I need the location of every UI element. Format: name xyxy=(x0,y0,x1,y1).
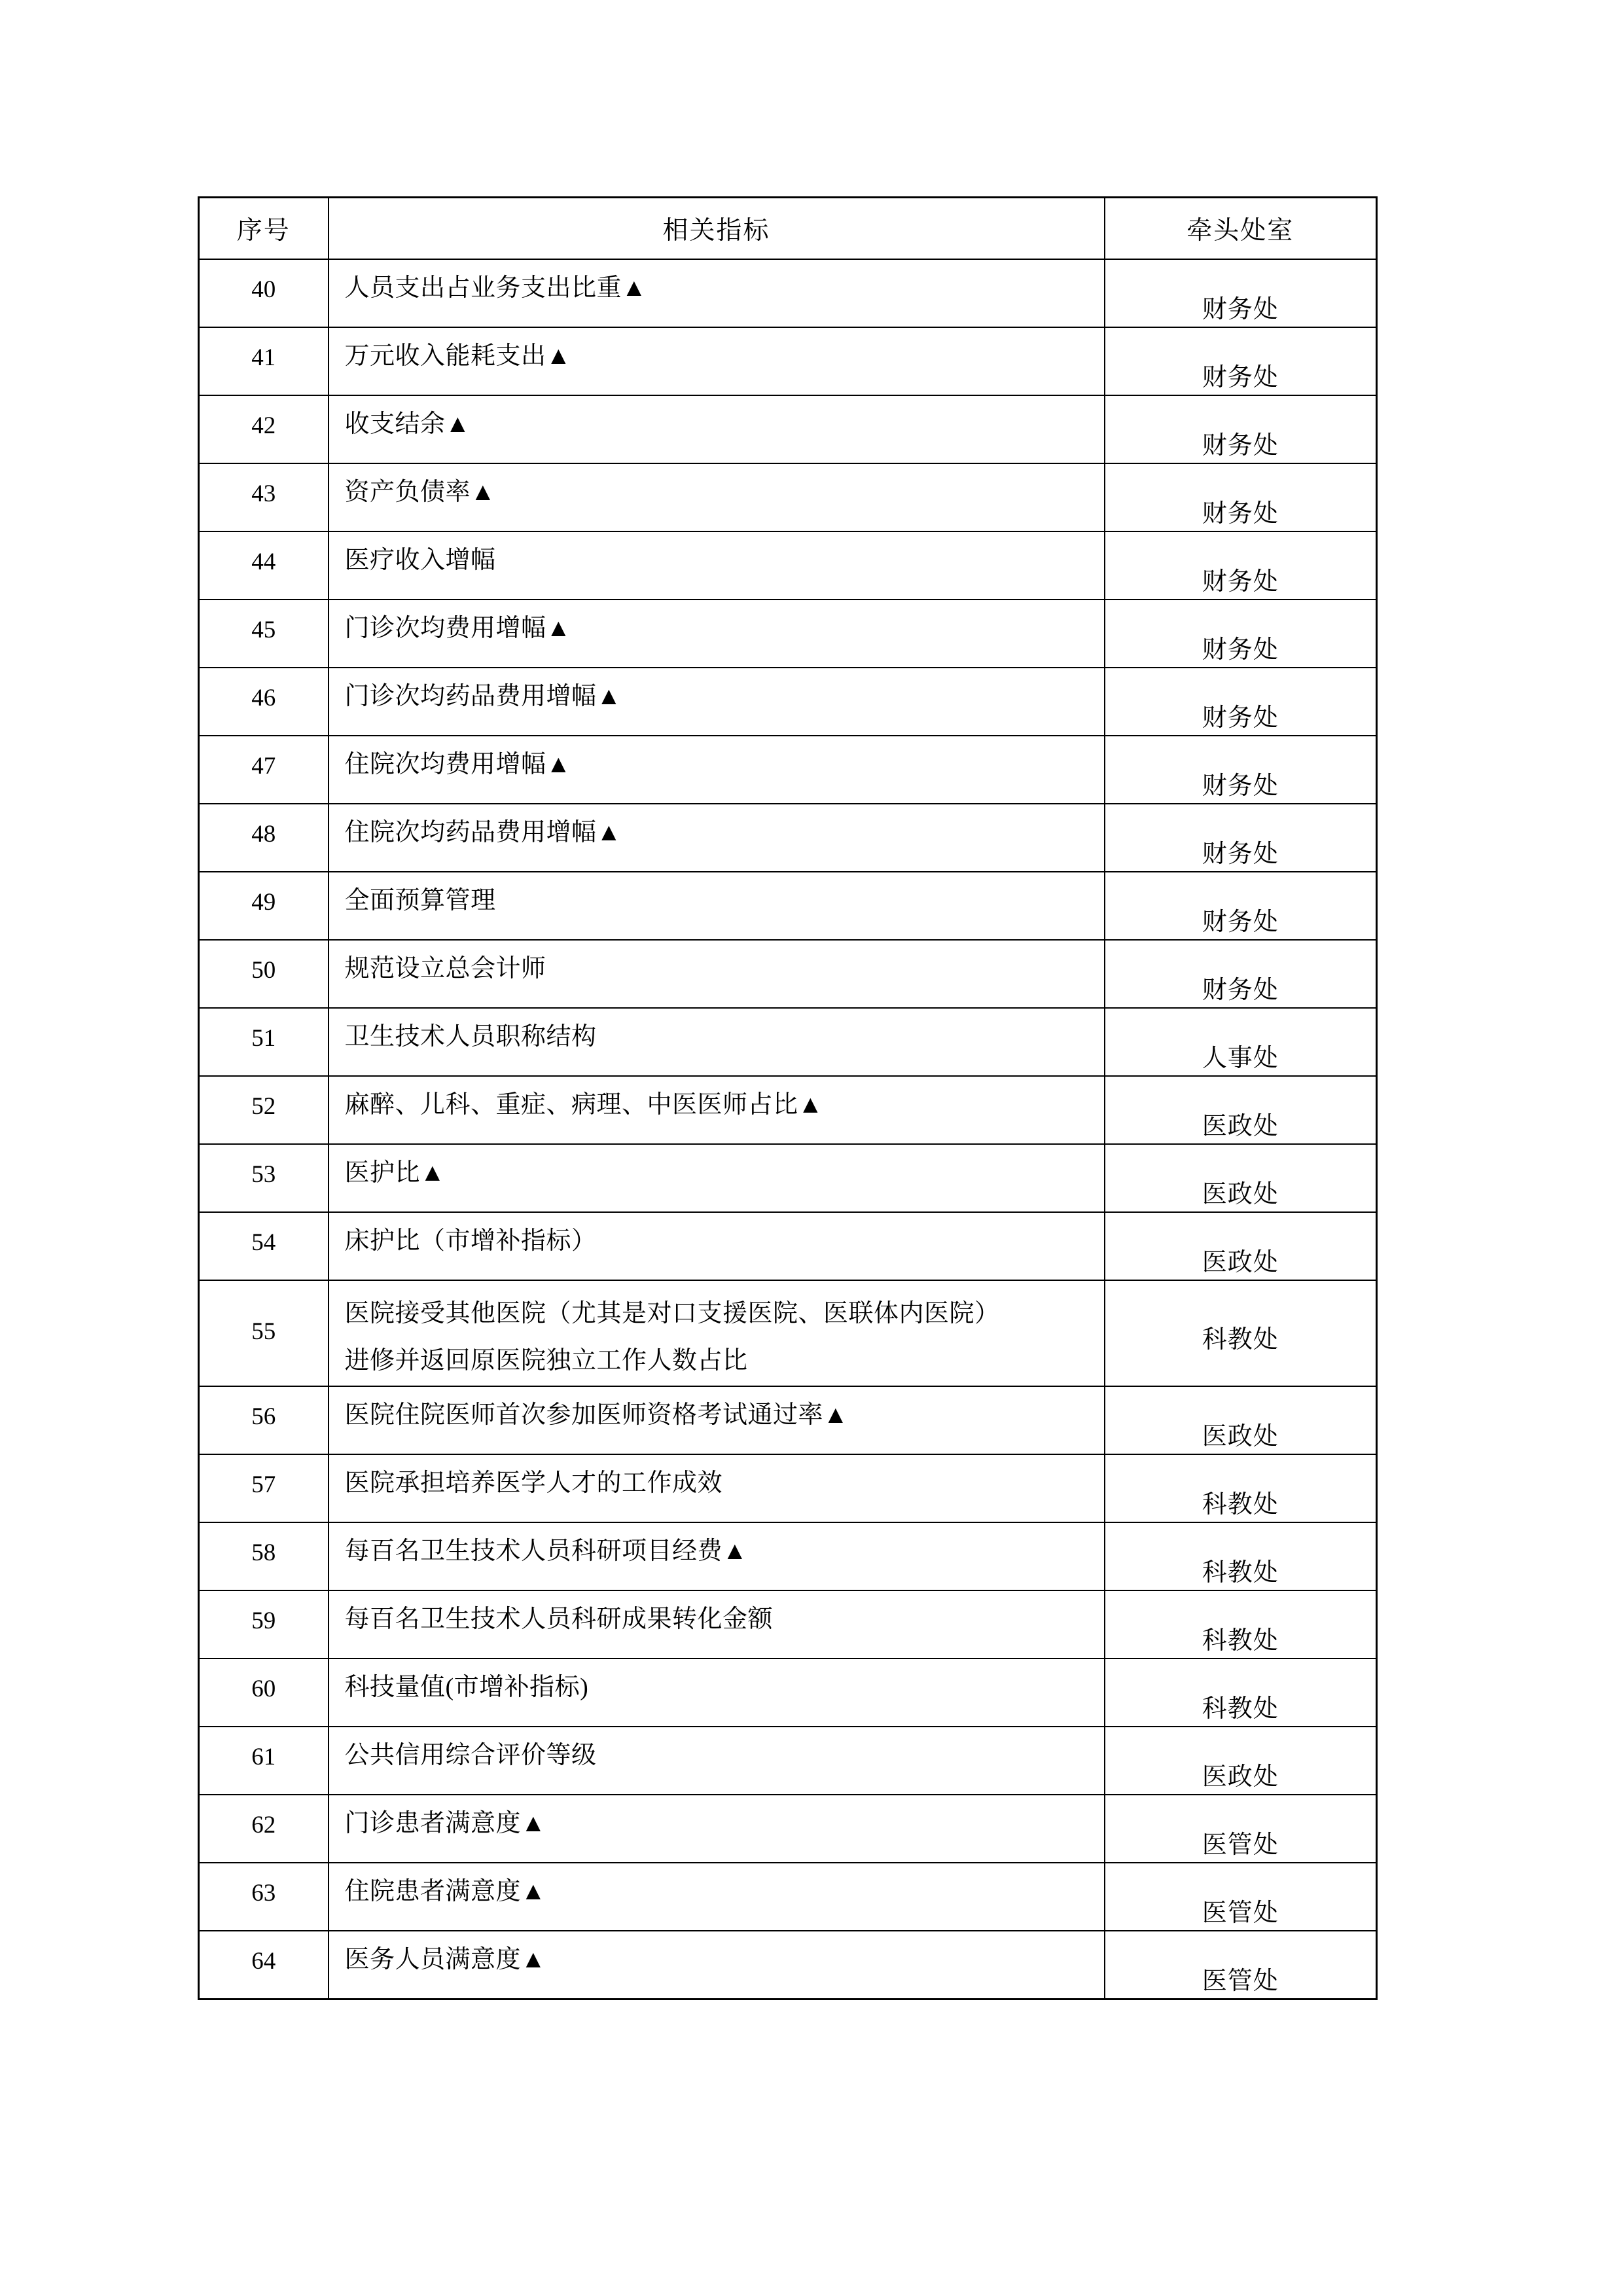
row-dept-value: 人事处 xyxy=(1202,1045,1279,1072)
row-dept-cell xyxy=(1105,1522,1377,1590)
table-row xyxy=(199,463,1377,531)
row-dept-value: 医管处 xyxy=(1202,1899,1279,1927)
table-row xyxy=(199,1076,1377,1144)
row-indicator-value: 门诊次均药品费用增幅▲ xyxy=(344,683,622,710)
table-body xyxy=(199,259,1377,2000)
row-indicator-value: 规范设立总会计师 xyxy=(344,955,546,982)
row-indicator-cell xyxy=(329,872,1105,940)
row-dept-value: 科教处 xyxy=(1202,1491,1279,1518)
row-indicator-cell xyxy=(329,736,1105,804)
row-indicator-cell xyxy=(329,1659,1105,1727)
row-dept-value: 财务处 xyxy=(1202,296,1279,323)
row-dept-cell xyxy=(1105,1659,1377,1727)
row-seq-value: 59 xyxy=(251,1607,276,1634)
row-dept-value: 医政处 xyxy=(1202,1113,1279,1140)
row-dept-value: 财务处 xyxy=(1202,908,1279,936)
row-dept-value: 财务处 xyxy=(1202,500,1279,528)
table-row xyxy=(199,1386,1377,1454)
row-seq-cell xyxy=(199,1144,329,1212)
table-row xyxy=(199,940,1377,1008)
row-dept-cell xyxy=(1105,804,1377,872)
row-dept-value: 财务处 xyxy=(1202,840,1279,868)
row-seq-cell xyxy=(199,259,329,327)
row-seq-cell xyxy=(199,600,329,668)
row-seq-cell xyxy=(199,1795,329,1863)
row-seq-cell xyxy=(199,463,329,531)
row-dept-cell xyxy=(1105,1727,1377,1795)
row-dept-cell xyxy=(1105,1863,1377,1931)
row-indicator-cell xyxy=(329,804,1105,872)
row-indicator-value: 床护比（市增补指标） xyxy=(344,1227,597,1255)
table-row xyxy=(199,736,1377,804)
row-indicator-cell xyxy=(329,1280,1105,1386)
row-seq-value: 56 xyxy=(251,1403,276,1430)
row-seq-value: 41 xyxy=(251,344,276,371)
indicator-table-wrapper xyxy=(198,196,1376,2000)
row-indicator-cell xyxy=(329,600,1105,668)
row-seq-cell xyxy=(199,1454,329,1522)
row-seq-cell xyxy=(199,1863,329,1931)
row-dept-value: 医管处 xyxy=(1202,1967,1279,1995)
column-header-indicator xyxy=(329,198,1105,260)
row-dept-value: 科教处 xyxy=(1202,1627,1279,1655)
row-seq-cell xyxy=(199,1008,329,1076)
row-dept-value: 科教处 xyxy=(1202,1559,1279,1587)
table-row xyxy=(199,1590,1377,1659)
row-seq-cell xyxy=(199,531,329,600)
table-row xyxy=(199,668,1377,736)
row-indicator-cell xyxy=(329,1212,1105,1280)
row-dept-cell xyxy=(1105,1795,1377,1863)
row-indicator-value: 资产负债率▲ xyxy=(344,478,496,506)
row-indicator-value: 医院住院医师首次参加医师资格考试通过率▲ xyxy=(344,1401,849,1429)
row-indicator-value: 万元收入能耗支出▲ xyxy=(344,342,571,370)
table-row xyxy=(199,1144,1377,1212)
table-row xyxy=(199,1863,1377,1931)
column-header-seq-label: 序号 xyxy=(236,217,291,245)
row-seq-cell xyxy=(199,1659,329,1727)
row-dept-cell xyxy=(1105,1454,1377,1522)
row-dept-cell xyxy=(1105,1590,1377,1659)
row-dept-value: 医政处 xyxy=(1202,1763,1279,1791)
table-row xyxy=(199,1280,1377,1386)
row-dept-cell xyxy=(1105,1386,1377,1454)
row-dept-cell xyxy=(1105,668,1377,736)
row-dept-value: 财务处 xyxy=(1202,568,1279,596)
row-dept-cell xyxy=(1105,259,1377,327)
row-indicator-value: 麻醉、儿科、重症、病理、中医医师占比▲ xyxy=(344,1091,823,1119)
row-indicator-cell xyxy=(329,940,1105,1008)
row-indicator-value: 科技量值(市增补指标) xyxy=(344,1674,589,1701)
row-seq-value: 48 xyxy=(251,821,276,848)
row-indicator-cell xyxy=(329,1931,1105,2000)
row-seq-cell xyxy=(199,327,329,395)
row-indicator-value: 住院次均药品费用增幅▲ xyxy=(344,819,622,846)
row-indicator-value: 卫生技术人员职称结构 xyxy=(344,1023,597,1050)
row-seq-value: 40 xyxy=(251,276,276,303)
row-seq-value: 47 xyxy=(251,753,276,780)
table-row xyxy=(199,1454,1377,1522)
row-indicator-cell xyxy=(329,1522,1105,1590)
row-dept-cell xyxy=(1105,1931,1377,2000)
row-dept-cell xyxy=(1105,327,1377,395)
row-seq-value: 45 xyxy=(251,617,276,643)
row-indicator-cell xyxy=(329,1008,1105,1076)
row-seq-value: 64 xyxy=(251,1948,276,1975)
row-seq-cell xyxy=(199,668,329,736)
row-indicator-cell xyxy=(329,1386,1105,1454)
row-dept-cell xyxy=(1105,395,1377,463)
row-indicator-value: 收支结余▲ xyxy=(344,410,471,438)
table-row xyxy=(199,1659,1377,1727)
row-indicator-value: 医护比▲ xyxy=(344,1159,446,1187)
row-dept-cell xyxy=(1105,600,1377,668)
row-indicator-cell xyxy=(329,463,1105,531)
table-row xyxy=(199,327,1377,395)
row-indicator-value: 人员支出占业务支出比重▲ xyxy=(344,274,647,302)
table-row xyxy=(199,1931,1377,2000)
row-indicator-cell xyxy=(329,395,1105,463)
row-indicator-value xyxy=(329,1281,1104,1386)
indicator-table xyxy=(198,196,1378,2000)
row-dept-cell xyxy=(1105,940,1377,1008)
column-header-seq xyxy=(199,198,329,260)
column-header-indicator-label: 相关指标 xyxy=(662,217,770,245)
row-seq-value: 57 xyxy=(251,1471,276,1498)
row-dept-cell xyxy=(1105,1212,1377,1280)
row-indicator-value: 门诊次均费用增幅▲ xyxy=(344,615,571,642)
row-seq-cell xyxy=(199,1522,329,1590)
row-dept-cell xyxy=(1105,1076,1377,1144)
row-indicator-cell xyxy=(329,668,1105,736)
row-dept-cell xyxy=(1105,736,1377,804)
table-row xyxy=(199,395,1377,463)
table-row xyxy=(199,1522,1377,1590)
row-seq-cell xyxy=(199,1931,329,2000)
table-row xyxy=(199,1727,1377,1795)
row-dept-cell xyxy=(1105,1008,1377,1076)
table-row xyxy=(199,1795,1377,1863)
row-dept-value: 财务处 xyxy=(1202,432,1279,459)
row-seq-cell xyxy=(199,1212,329,1280)
row-seq-value: 61 xyxy=(251,1744,276,1770)
table-row xyxy=(199,804,1377,872)
row-indicator-value: 医院承担培养医学人才的工作成效 xyxy=(344,1469,723,1497)
row-indicator-value: 住院患者满意度▲ xyxy=(344,1878,546,1905)
row-seq-value: 60 xyxy=(251,1676,276,1702)
row-indicator-cell xyxy=(329,531,1105,600)
row-seq-value: 46 xyxy=(251,685,276,711)
row-seq-cell xyxy=(199,1386,329,1454)
row-dept-value: 财务处 xyxy=(1202,636,1279,664)
row-indicator-line: 医院接受其他医院（尤其是对口支援医院、医联体内医院） xyxy=(344,1300,1000,1327)
row-seq-value: 44 xyxy=(251,548,276,575)
row-dept-value: 财务处 xyxy=(1202,364,1279,391)
row-indicator-cell xyxy=(329,259,1105,327)
row-indicator-value: 门诊患者满意度▲ xyxy=(344,1810,546,1837)
row-dept-value: 财务处 xyxy=(1202,772,1279,800)
row-dept-cell xyxy=(1105,1280,1377,1386)
row-seq-value: 51 xyxy=(251,1025,276,1052)
row-dept-cell xyxy=(1105,531,1377,600)
row-seq-cell xyxy=(199,1280,329,1386)
row-seq-value: 54 xyxy=(251,1229,276,1256)
table-row xyxy=(199,600,1377,668)
table-row xyxy=(199,1008,1377,1076)
row-seq-cell xyxy=(199,1590,329,1659)
row-dept-value: 医管处 xyxy=(1202,1831,1279,1859)
row-indicator-cell xyxy=(329,1590,1105,1659)
row-dept-value: 财务处 xyxy=(1202,977,1279,1004)
row-indicator-cell xyxy=(329,1795,1105,1863)
row-indicator-cell xyxy=(329,1144,1105,1212)
column-header-dept xyxy=(1105,198,1377,260)
row-seq-value: 63 xyxy=(251,1880,276,1907)
row-seq-value: 52 xyxy=(251,1093,276,1120)
row-indicator-value: 每百名卫生技术人员科研项目经费▲ xyxy=(344,1537,748,1565)
column-header-dept-label: 牵头处室 xyxy=(1186,217,1294,245)
row-indicator-cell xyxy=(329,1727,1105,1795)
row-seq-cell xyxy=(199,395,329,463)
row-dept-cell xyxy=(1105,872,1377,940)
row-dept-value: 医政处 xyxy=(1202,1423,1279,1450)
row-dept-value: 科教处 xyxy=(1202,1695,1279,1723)
row-seq-cell xyxy=(199,872,329,940)
row-seq-value: 50 xyxy=(251,957,276,984)
row-dept-value: 财务处 xyxy=(1202,704,1279,732)
row-seq-value: 49 xyxy=(251,889,276,916)
row-seq-cell xyxy=(199,1076,329,1144)
row-indicator-value: 住院次均费用增幅▲ xyxy=(344,751,571,778)
row-seq-cell xyxy=(199,736,329,804)
table-row xyxy=(199,1212,1377,1280)
row-dept-value: 医政处 xyxy=(1202,1249,1279,1276)
row-seq-cell xyxy=(199,940,329,1008)
row-dept-cell xyxy=(1105,1144,1377,1212)
row-seq-cell xyxy=(199,1727,329,1795)
row-indicator-cell xyxy=(329,327,1105,395)
row-seq-cell xyxy=(199,804,329,872)
table-header xyxy=(199,198,1377,260)
row-indicator-line: 进修并返回原医院独立工作人数占比 xyxy=(344,1347,748,1375)
row-indicator-cell xyxy=(329,1863,1105,1931)
row-dept-cell xyxy=(1105,463,1377,531)
row-dept-value: 医政处 xyxy=(1202,1181,1279,1208)
row-indicator-value: 医务人员满意度▲ xyxy=(344,1946,546,1973)
row-dept-value: 科教处 xyxy=(1202,1326,1279,1354)
row-indicator-value: 公共信用综合评价等级 xyxy=(344,1742,597,1769)
row-seq-value: 58 xyxy=(251,1539,276,1566)
table-header-row xyxy=(199,198,1377,260)
row-seq-value: 53 xyxy=(251,1161,276,1188)
row-indicator-value: 全面预算管理 xyxy=(344,887,496,914)
row-indicator-value: 医疗收入增幅 xyxy=(344,547,496,574)
row-indicator-value: 每百名卫生技术人员科研成果转化金额 xyxy=(344,1605,774,1633)
row-seq-value: 43 xyxy=(251,480,276,507)
row-indicator-cell xyxy=(329,1076,1105,1144)
row-seq-value: 62 xyxy=(251,1812,276,1839)
table-row xyxy=(199,531,1377,600)
table-row xyxy=(199,872,1377,940)
row-seq-value: 55 xyxy=(251,1318,276,1345)
table-row xyxy=(199,259,1377,327)
row-indicator-cell xyxy=(329,1454,1105,1522)
row-seq-value: 42 xyxy=(251,412,276,439)
